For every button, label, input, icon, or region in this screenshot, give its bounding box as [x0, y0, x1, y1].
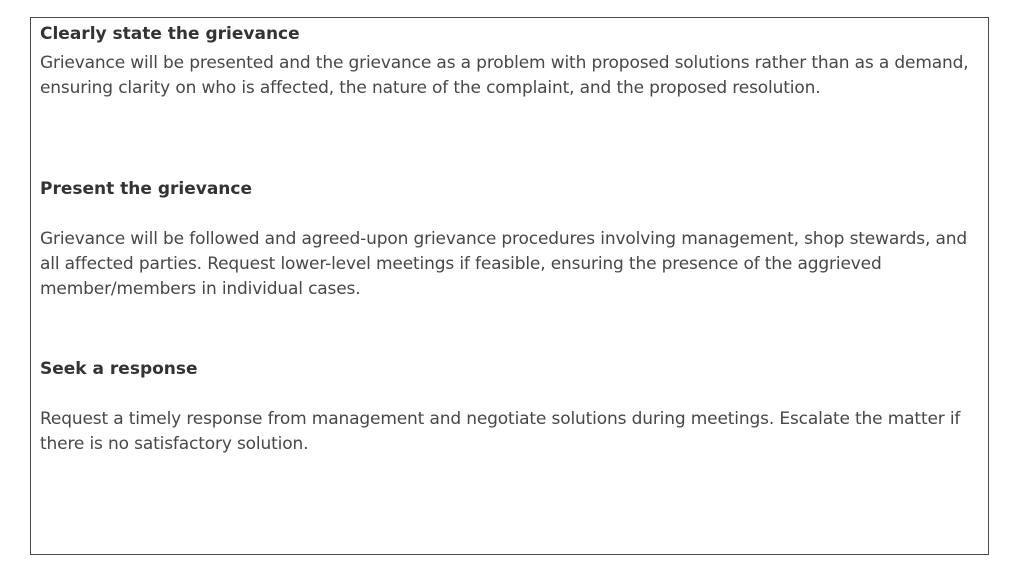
section-body: Grievance will be presented and the grievance as a problem with proposed solutions rather than as a demand, ensuring clarity on who is affected, the nature of the complaint, and the proposed resolution.	[40, 53, 969, 98]
section-seek-response	[40, 359, 976, 457]
section-body: Grievance will be followed and agreed-upon grievance procedures involving management, shop stewards, and all affected parties. Request lower-level meetings if feasible, ensuring the presence of the aggrieved member/members in individual cases.	[40, 229, 968, 299]
section-heading: Clearly state the grievance	[40, 24, 300, 44]
section-heading: Seek a response	[40, 359, 198, 379]
section-heading: Present the grievance	[40, 179, 253, 199]
document-box	[30, 17, 989, 555]
section-body: Request a timely response from management and negotiate solutions during meetings. Escalate the matter if there is no satisfactory solution.	[40, 409, 961, 454]
section-present	[40, 179, 976, 302]
section-clearly-state	[40, 24, 976, 101]
